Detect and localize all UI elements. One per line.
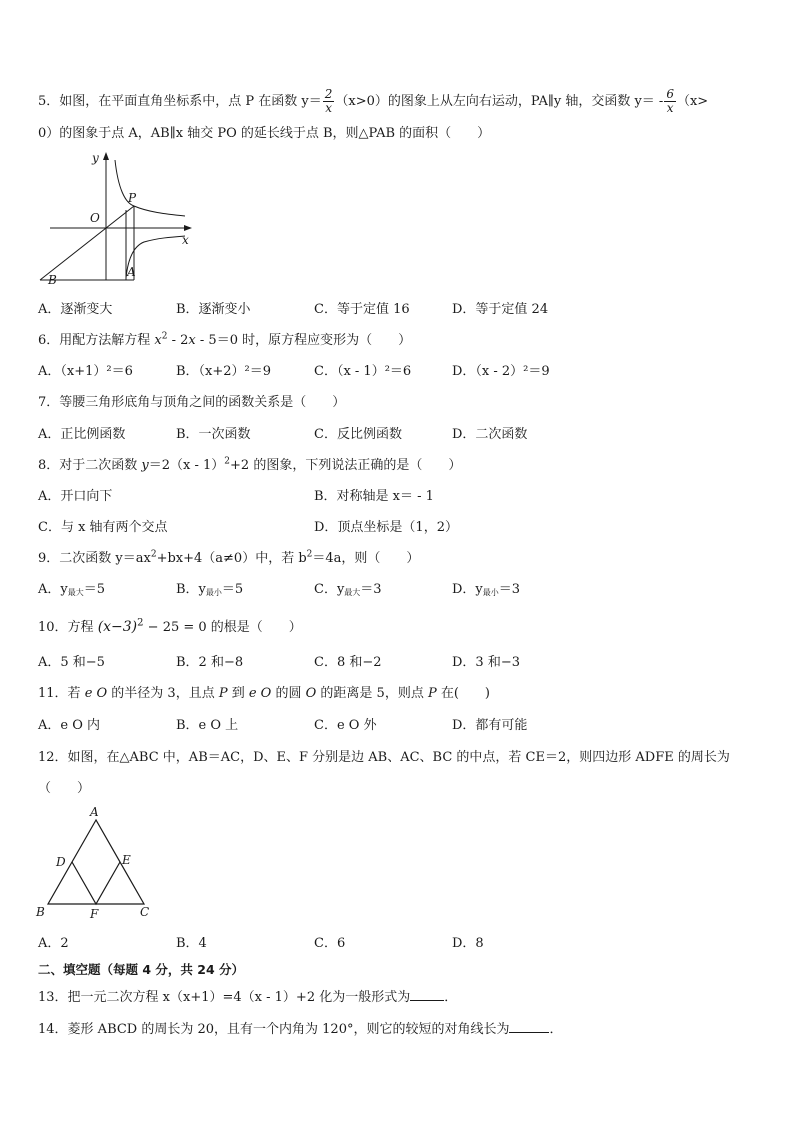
fraction-2-over-x: $\frac{2}{x}$ <box>324 87 333 115</box>
q7-option-c: C．反比例函数 <box>314 427 402 442</box>
q12-line2: （ ） <box>38 781 91 796</box>
q6-option-d: D．（x - 2）²＝9 <box>452 364 550 379</box>
q10-option-c: C．8 和−2 <box>314 655 382 670</box>
q6-stem: 6．用配方法解方程 $x^2 - 2x - 5=0$ 时，原方程应变形为（ ） <box>38 331 412 348</box>
q6-option-a: A．（x+1）²＝6 <box>38 364 133 379</box>
label-a: A <box>90 806 99 819</box>
q5-option-b: B．逐渐变小 <box>176 302 251 317</box>
q12-option-d: D．8 <box>452 936 484 951</box>
q9-option-a: A．$y_{最大}=5$ <box>38 582 106 597</box>
label-d: D <box>56 855 66 869</box>
label-x: x <box>182 233 189 247</box>
q10-option-b: B．2 和−8 <box>176 655 244 670</box>
label-f: F <box>90 907 99 921</box>
q11-stem: 11．若 e O 的半径为 3，且点 P 到 e O 的圆 O 的距离是 5，则点 P 在( ) <box>38 686 490 701</box>
q12-option-b: B．4 <box>176 936 207 951</box>
q10-stem: 10．方程 $(x-3)^2 - 25 = 0$ 的根是（ ） <box>38 617 302 635</box>
q5-option-c: C．等于定值 16 <box>314 302 410 317</box>
q12-figure <box>30 806 170 926</box>
q13-answer-blank[interactable] <box>410 988 444 1001</box>
q5-line1: 5．如图，在平面直角坐标系中，点 P 在函数 y＝ $\frac{2}{x}$ （x>0）的图象上从左向右运动，PA∥y 轴，交函数 y＝ - $\frac{6}{x}$ （x> <box>38 87 709 115</box>
curve-y-2-over-x <box>115 160 185 216</box>
q11-option-b: B．e O 上 <box>176 718 239 733</box>
label-o: O <box>90 211 100 225</box>
label-c: C <box>140 905 150 919</box>
q10-option-a: A．5 和−5 <box>38 655 105 670</box>
q11-option-c: C．e O 外 <box>314 718 377 733</box>
q7-stem: 7．等腰三角形底角与顶角之间的函数关系是（ ） <box>38 395 346 410</box>
label-b: B <box>36 905 45 919</box>
label-y: y <box>92 151 99 165</box>
q11-option-a: A．e O 内 <box>38 718 101 733</box>
label-p: P <box>128 191 137 205</box>
q9-option-c: C．$y_{最大}=3$ <box>314 582 382 597</box>
q9-option-d: D．$y_{最小}=3$ <box>452 582 521 597</box>
q8-option-a: A．开口向下 <box>38 489 113 504</box>
label-e: E <box>122 853 131 867</box>
q12-option-c: C．6 <box>314 936 346 951</box>
q8-option-c: C．与 x 轴有两个交点 <box>38 520 168 535</box>
q5-option-d: D．等于定值 24 <box>452 302 549 317</box>
q7-option-a: A．正比例函数 <box>38 427 126 442</box>
q5-line2: 0）的图象于点 A，AB∥x 轴交 PO 的延长线于点 B，则△PAB 的面积（ ） <box>38 126 491 141</box>
line-bp <box>40 206 134 280</box>
q14-answer-blank[interactable] <box>509 1020 549 1033</box>
section-title-fill-in: 二、填空题（每题 4 分，共 24 分） <box>38 962 245 977</box>
q12-line1: 12．如图，在△ABC 中，AB＝AC，D、E、F 分别是边 AB、AC、BC 的中点，若 CE＝2，则四边形 ADFE 的周长为 <box>38 750 730 765</box>
q8-stem: 8．对于二次函数 y＝2（x - 1）$^2$+2 的图象，下列说法正确的是（ ） <box>38 456 462 473</box>
q6-option-c: C．（x - 1）²＝6 <box>314 364 412 379</box>
fraction-6-over-x: $\frac{6}{x}$ <box>666 87 674 115</box>
q14-stem: 14．菱形 ABCD 的周长为 20，且有一个内角为 120°，则它的较短的对角线长为 ． <box>38 1022 563 1037</box>
q12-option-a: A．2 <box>38 936 69 951</box>
q9-option-b: B．$y_{最小}=5$ <box>176 582 244 597</box>
q9-stem: 9．二次函数 $y=ax^2+bx+4(a\ne 0)$中，若 $b^2=4a$，则（ ） <box>38 549 420 566</box>
q10-option-d: D．3 和−3 <box>452 655 520 670</box>
q13-stem: 13．把一元二次方程 x（x+1）=4（x - 1）+2 化为一般形式为 ． <box>38 990 458 1005</box>
q11-option-d: D．都有可能 <box>452 718 528 733</box>
q6-option-b: B．（x+2）²＝9 <box>176 364 272 379</box>
q5-option-a: A．逐渐变大 <box>38 302 113 317</box>
quad-dfe <box>72 862 120 904</box>
label-b: B <box>48 273 57 287</box>
q5-figure <box>30 148 200 288</box>
q7-option-b: B．一次函数 <box>176 427 251 442</box>
q8-option-d: D．顶点坐标是（1，2） <box>314 520 458 535</box>
q8-option-b: B．对称轴是 x＝ - 1 <box>314 489 434 504</box>
label-a: A <box>127 265 136 279</box>
q7-option-d: D．二次函数 <box>452 427 528 442</box>
